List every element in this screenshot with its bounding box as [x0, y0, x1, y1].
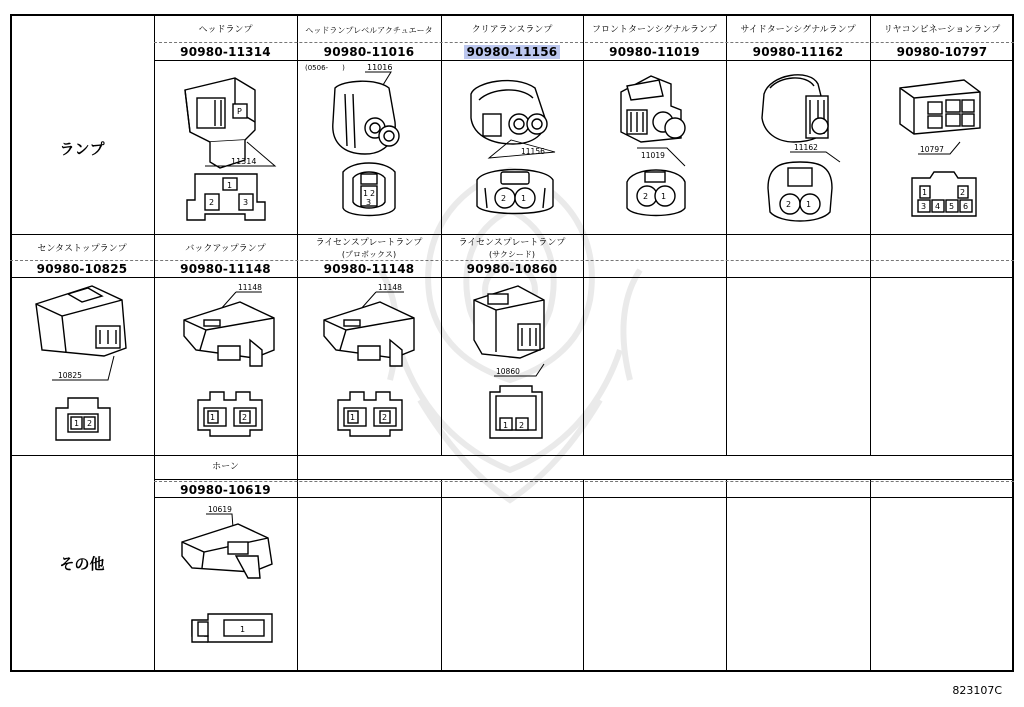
- part-number-link[interactable]: 90980-10825: [36, 262, 128, 276]
- cell-title: センタストップランプ: [37, 244, 127, 254]
- svg-text:2: 2: [501, 194, 507, 203]
- figure-id: 823107C: [952, 684, 1002, 697]
- connector-drawing-leveling-actuator[interactable]: [303, 62, 433, 230]
- part-number-link-highlighted[interactable]: [441, 45, 583, 59]
- svg-text:3: 3: [243, 198, 249, 207]
- callout-label: 10825: [58, 371, 82, 380]
- svg-text:2: 2: [960, 188, 966, 197]
- cell-title: サイドターンシグナルランプ: [740, 25, 856, 35]
- highlighted-part-number[interactable]: 90980-11156: [464, 45, 561, 59]
- svg-text:2: 2: [87, 419, 93, 428]
- part-number-link[interactable]: 90980-11148: [180, 262, 271, 276]
- callout-label: 11314: [231, 157, 257, 166]
- cell-title: ホーン: [212, 462, 239, 472]
- svg-text:1: 1: [227, 181, 233, 190]
- grid-line: [154, 14, 155, 672]
- svg-text:6: 6: [963, 202, 969, 211]
- connector-drawing-backup-lamp[interactable]: [170, 280, 290, 450]
- grid-line: [154, 60, 1014, 61]
- grid-line: [154, 42, 1014, 43]
- callout-label: 11148: [378, 283, 402, 292]
- callout-label: 11156: [521, 147, 545, 156]
- callout-label: 11019: [641, 151, 665, 160]
- part-number-link[interactable]: 90980-11019: [609, 45, 700, 59]
- part-number-link[interactable]: 90980-10860: [466, 262, 558, 276]
- cell-title: リヤコンビネーションランプ: [883, 25, 1001, 35]
- svg-text:1: 1: [806, 200, 812, 209]
- grid-line: [726, 479, 727, 672]
- cell-subtitle: (サクシード): [489, 250, 535, 259]
- svg-text:2: 2: [382, 413, 388, 422]
- connector-drawing-license-probox[interactable]: [312, 280, 432, 450]
- cell-title: バックアップランプ: [185, 244, 266, 254]
- part-number-link[interactable]: 90980-11148: [323, 262, 415, 276]
- svg-text:1: 1: [661, 192, 667, 201]
- connector-drawing-clearance-lamp[interactable]: [455, 68, 575, 228]
- cell-title: ヘッドランプ: [198, 25, 253, 35]
- cell-title: ヘッドランプレベルアクチュエータ: [305, 26, 433, 35]
- connector-drawing-rear-combination[interactable]: [884, 68, 1004, 230]
- svg-text:1: 1: [240, 625, 246, 634]
- svg-text:2: 2: [209, 198, 215, 207]
- svg-text:1: 1: [363, 189, 369, 198]
- part-number-link[interactable]: 90980-10797: [896, 45, 988, 59]
- svg-text:3: 3: [921, 202, 927, 211]
- svg-text:1: 1: [922, 188, 928, 197]
- cell-title: クリアランスランプ: [471, 25, 553, 35]
- connector-drawing-front-turn-signal[interactable]: [597, 66, 717, 226]
- callout-label: 10797: [920, 145, 944, 154]
- grid-line: [297, 14, 298, 672]
- svg-text:1: 1: [210, 413, 216, 422]
- svg-text:2: 2: [643, 192, 649, 201]
- svg-text:2: 2: [370, 189, 376, 198]
- part-number-link[interactable]: 90980-11314: [180, 45, 271, 59]
- svg-text:4: 4: [935, 202, 941, 211]
- svg-text:1: 1: [350, 413, 356, 422]
- callout-label: 10860: [496, 367, 520, 376]
- cell-title: フロントターンシグナルランプ: [592, 25, 717, 35]
- svg-text:3: 3: [366, 198, 372, 207]
- svg-text:2: 2: [786, 200, 792, 209]
- row-label-lamp: ランプ: [59, 140, 105, 158]
- connector-drawing-center-stop[interactable]: [22, 280, 148, 450]
- part-number-link[interactable]: 90980-10619: [180, 483, 271, 497]
- part-number-link[interactable]: 90980-11162: [752, 45, 844, 59]
- callout-label: 11162: [794, 143, 818, 152]
- callout-label: 10619: [208, 505, 232, 514]
- part-number-link[interactable]: 90980-11016: [323, 45, 415, 59]
- callout-label: 11148: [238, 283, 262, 292]
- cell-title: ライセンスプレートランプ: [315, 238, 423, 248]
- grid-line: [870, 479, 871, 672]
- connector-drawing-side-turn-signal[interactable]: [740, 64, 860, 230]
- callout-label: 11016: [367, 63, 393, 72]
- svg-text:(0506- ): (0506- ): [305, 64, 345, 72]
- cell-title: ライセンスプレートランプ: [458, 238, 566, 248]
- svg-text:1: 1: [503, 421, 509, 430]
- row-label-other: その他: [59, 555, 105, 573]
- svg-text:1: 1: [521, 194, 527, 203]
- cell-subtitle: (プロボックス): [341, 250, 397, 259]
- svg-text:2: 2: [242, 413, 248, 422]
- svg-text:1: 1: [74, 419, 80, 428]
- connector-drawing-license-succeed[interactable]: [460, 280, 570, 450]
- svg-text:5: 5: [949, 202, 955, 211]
- connector-drawing-headlamp[interactable]: [175, 70, 285, 230]
- svg-text:P: P: [237, 107, 242, 116]
- connector-drawing-horn[interactable]: [168, 502, 288, 668]
- svg-text:2: 2: [519, 421, 525, 430]
